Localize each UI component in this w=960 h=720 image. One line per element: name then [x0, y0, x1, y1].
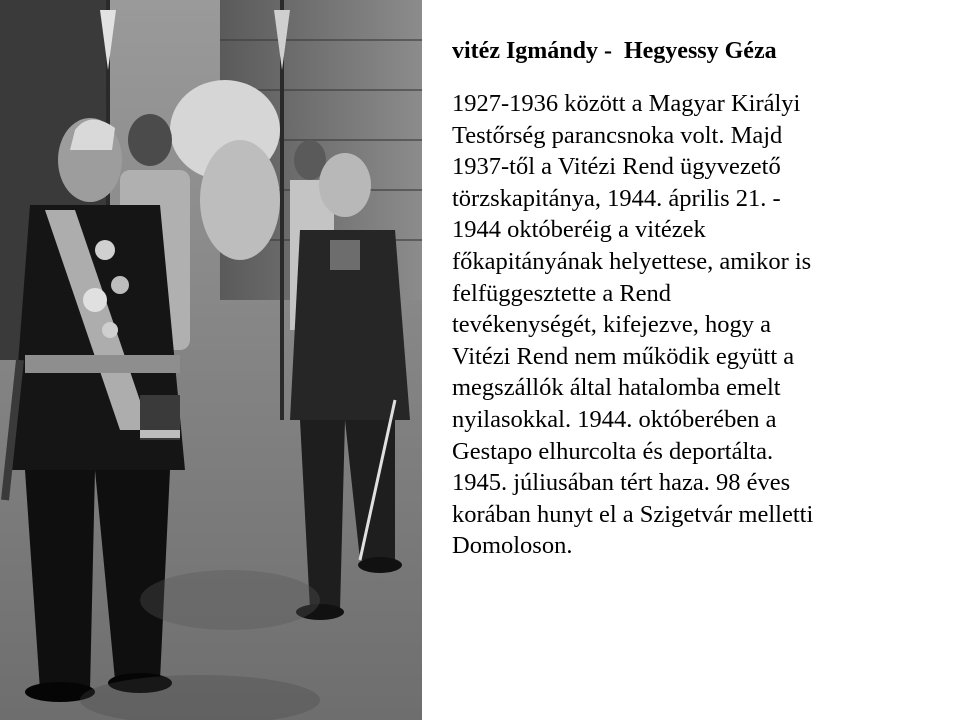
- slide-title: vitéz Igmándy - Hegyessy Géza: [452, 38, 777, 64]
- body-line: 1937-től a Vitézi Rend ügyvezető: [452, 153, 781, 181]
- historical-photo: [0, 0, 422, 720]
- body-line: törzskapitánya, 1944. április 21. -: [452, 184, 781, 212]
- biography-text: [452, 88, 942, 562]
- text-column: [452, 34, 942, 562]
- body-line: főkapitányának helyettese, amikor is: [452, 247, 812, 275]
- body-line: 1927-1936 között a Magyar Királyi: [452, 90, 801, 117]
- body-line: megszállók által hatalomba emelt: [452, 374, 781, 402]
- body-line: 1945. júliusában tért haza. 98 éves: [452, 469, 791, 497]
- body-line: Domoloson.: [452, 532, 573, 560]
- body-line: Gestapo elhurcolta és deportálta.: [452, 437, 774, 465]
- body-line: 1944 októberéig a vitézek: [452, 216, 706, 244]
- body-line: felfüggesztette a Rend: [452, 279, 672, 307]
- body-line: tevékenységét, kifejezve, hogy a: [452, 311, 772, 339]
- body-line: korában hunyt el a Szigetvár melletti: [452, 500, 814, 528]
- body-line: nyilasokkal. 1944. októberében a: [452, 405, 777, 433]
- body-line: Vitézi Rend nem működik együtt a: [452, 342, 795, 370]
- body-line: Testőrség parancsnoka volt. Majd: [452, 121, 783, 149]
